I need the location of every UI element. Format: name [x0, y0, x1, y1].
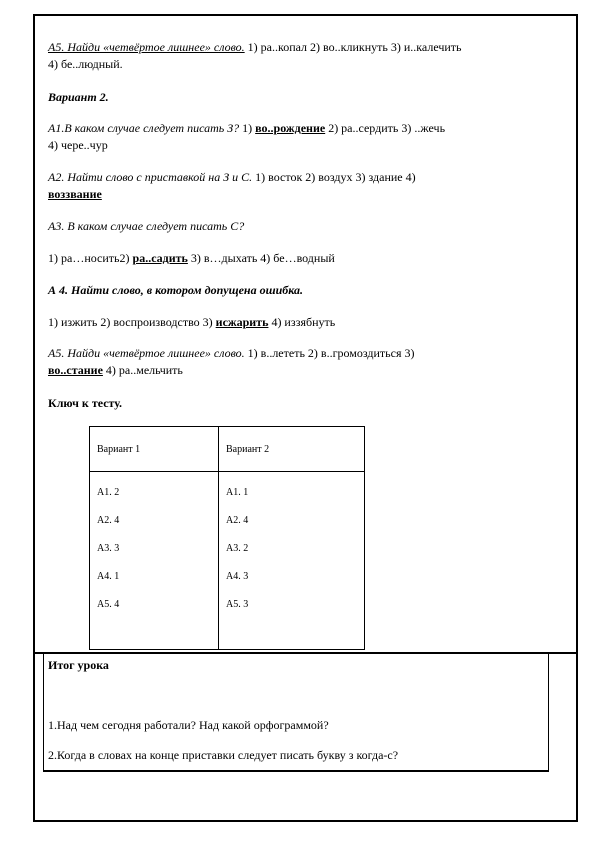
table-header-divider — [90, 471, 364, 472]
question-a5-v1-line2: 4) бе..людный. — [48, 57, 123, 71]
summary-question-1: 1.Над чем сегодня работали? Над какой орфограммой? — [48, 718, 329, 732]
table-cell-v2: А5. 3 — [226, 599, 249, 610]
question-a5-v1-line1 — [48, 40, 548, 55]
table-cell-v1: А5. 4 — [97, 599, 120, 610]
answer-key-table — [89, 426, 365, 650]
question-a4-prompt: А 4. Найти слово, в котором допущена ошибка. — [48, 283, 304, 297]
table-cell-v1: А1. 2 — [97, 487, 120, 498]
table-cell-v1: А4. 1 — [97, 571, 120, 582]
question-a3-answer: ра..садить — [132, 251, 188, 265]
table-cell-v2: А4. 3 — [226, 571, 249, 582]
question-a3-opt-before: 1) ра…носить2) — [48, 251, 133, 265]
question-a1-line2: 4) чере..чур — [48, 138, 108, 152]
question-a3-prompt: А3. В каком случае следует писать С? — [48, 219, 245, 233]
question-a3-options — [48, 251, 548, 266]
question-a2-line1 — [48, 170, 548, 185]
question-a5-v2-rest: 4) ра..мельчить — [102, 363, 183, 377]
table-cell-v1: А3. 3 — [97, 543, 120, 554]
question-a1-rest: 2) ра..сердить 3) ..жечь — [325, 121, 446, 135]
question-a3-opt-after: 3) в…дыхать 4) бе…водный — [187, 251, 335, 265]
table-cell-v2: А3. 2 — [226, 543, 249, 554]
question-a5-v1-options: 1) ра..копал 2) во..кликнуть 3) и..калечить — [244, 40, 462, 54]
summary-question-2: 2.Когда в словах на конце приставки следует писать букву з когда-с? — [48, 748, 399, 762]
question-a2-answer: воззвание — [48, 187, 102, 201]
question-a1-prompt: А1.В каком случае следует писать З? — [48, 121, 240, 135]
question-a5-v1-prompt: А5. Найди «четвёртое лишнее» слово. — [48, 40, 245, 54]
key-title: Ключ к тесту. — [48, 396, 123, 410]
question-a1-opt1-prefix: 1) — [239, 121, 256, 135]
question-a4-opt-after: 4) иззябнуть — [268, 315, 336, 329]
table-cell-v2: А1. 1 — [226, 487, 249, 498]
question-a2-line2 — [48, 187, 548, 202]
question-a5-v2-line1 — [48, 346, 548, 361]
table-header-variant1: Вариант 1 — [97, 444, 141, 455]
question-a2-prompt: А2. Найти слово с приставкой на З и С. — [48, 170, 253, 184]
question-a5-v2-line2 — [48, 363, 548, 378]
question-a2-options: 1) восток 2) воздух 3) здание 4) — [252, 170, 416, 184]
question-a4-opt-before: 1) изжить 2) воспроизводство 3) — [48, 315, 216, 329]
summary-title: Итог урока — [48, 658, 109, 672]
table-header-variant2: Вариант 2 — [226, 444, 270, 455]
table-cell-v2: А2. 4 — [226, 515, 249, 526]
question-a4-answer: исжарить — [215, 315, 269, 329]
question-a5-v2-prompt: А5. Найди «четвёртое лишнее» слово. — [48, 346, 245, 360]
variant2-title: Вариант 2. — [48, 90, 109, 104]
question-a1-answer: во..рождение — [255, 121, 326, 135]
question-a1-line1 — [48, 121, 548, 136]
question-a4-options — [48, 315, 548, 330]
question-a5-v2-answer: во..стание — [48, 363, 103, 377]
question-a5-v2-options: 1) в..лететь 2) в..громоздиться 3) — [244, 346, 415, 360]
table-cell-v1: А2. 4 — [97, 515, 120, 526]
table-column-divider — [218, 427, 219, 649]
